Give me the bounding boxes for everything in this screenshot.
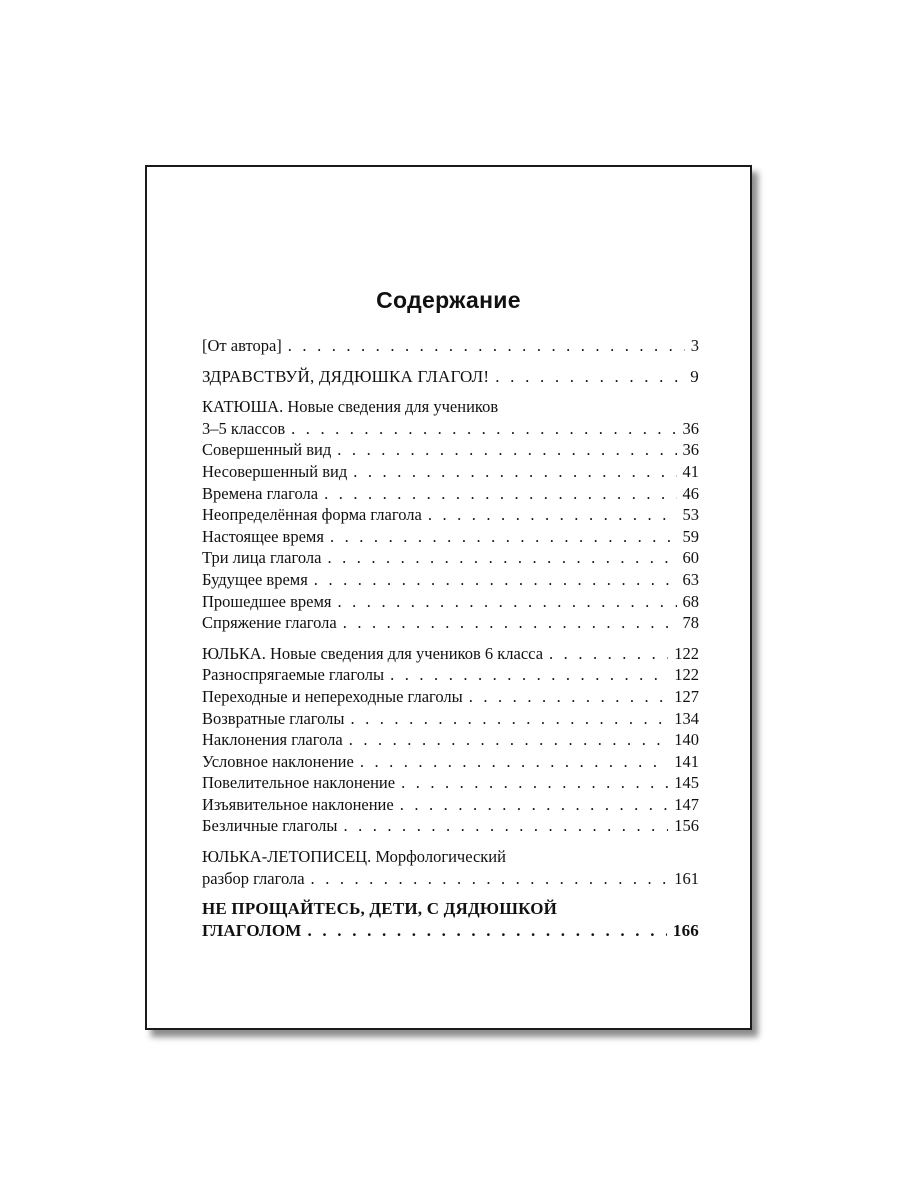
toc-entry	[202, 504, 699, 526]
toc-entry-page: 41	[682, 461, 699, 481]
leader-dots	[324, 483, 676, 505]
toc-entry-page: 53	[682, 505, 699, 525]
toc-entry-label: 3–5 классов	[202, 418, 286, 438]
toc-entry-page: 166	[672, 920, 699, 940]
leader-dots	[549, 643, 668, 665]
toc-entry	[202, 612, 699, 634]
toc-entry-section	[202, 898, 699, 920]
toc-entry-page: 3	[690, 336, 699, 355]
toc-entry-label: Несовершенный вид	[202, 461, 348, 481]
toc-entry-page: 122	[674, 643, 699, 663]
toc-entry-label: ЗДРАВСТВУЙ, ДЯДЮШКА ГЛАГОЛ!	[202, 366, 490, 386]
toc-entry-label: Разноспрягаемые глаголы	[202, 665, 385, 685]
leader-dots	[401, 772, 668, 794]
toc-entry-page: 9	[690, 366, 699, 386]
leader-dots	[469, 686, 669, 708]
toc-entry-page: 147	[674, 794, 699, 814]
toc-entry	[202, 686, 699, 708]
toc-entry	[202, 868, 699, 890]
leader-dots	[291, 418, 676, 440]
toc-entry-label: ЮЛЬКА-ЛЕТОПИСЕЦ. Морфологический	[202, 847, 506, 867]
toc-entry-label: Времена глагола	[202, 483, 319, 503]
toc-entry-label: НЕ ПРОЩАЙТЕСЬ, ДЕТИ, С ДЯДЮШКОЙ	[202, 899, 558, 919]
toc-entry-page: 141	[674, 751, 699, 771]
toc-entry	[202, 772, 699, 794]
toc-entry-label: Совершенный вид	[202, 440, 332, 460]
toc-entry-page: 59	[682, 526, 699, 546]
leader-dots	[360, 751, 668, 773]
toc-entry-label: Три лица глагола	[202, 548, 322, 568]
leader-dots	[338, 591, 677, 613]
toc-entry-page: 127	[674, 686, 699, 706]
toc-entry-foreword	[202, 335, 699, 357]
toc-entry-label: Будущее время	[202, 569, 308, 589]
toc-entry	[202, 483, 699, 505]
toc-entry-section	[202, 396, 699, 418]
toc-entry-label: Безличные глаголы	[202, 816, 338, 836]
leader-dots	[337, 439, 676, 461]
toc-entry-page: 134	[674, 708, 699, 728]
toc-entry	[202, 708, 699, 730]
leader-dots	[350, 708, 668, 730]
toc-entry-label: Условное наклонение	[202, 751, 354, 771]
toc-entry-page: 156	[674, 816, 699, 836]
toc-entry	[202, 729, 699, 751]
leader-dots	[349, 729, 669, 751]
toc-entry	[202, 815, 699, 837]
leader-dots	[314, 569, 677, 591]
toc-entry	[202, 418, 699, 440]
leader-dots	[495, 366, 684, 388]
leader-dots	[343, 815, 668, 837]
leader-dots	[390, 664, 668, 686]
leader-dots	[327, 547, 676, 569]
toc-entry-label: ГЛАГОЛОМ	[202, 920, 302, 940]
toc-entry	[202, 794, 699, 816]
toc-entry-label: Возвратные глаголы	[202, 708, 345, 728]
toc-entry-label: Переходные и непереходные глаголы	[202, 686, 463, 706]
toc-entry-label: Изъявительное наклонение	[202, 794, 394, 814]
toc-entry	[202, 751, 699, 773]
leader-dots	[400, 794, 669, 816]
toc-entry-page: 78	[682, 613, 699, 633]
page-title: Содержание	[376, 287, 521, 313]
leader-dots	[353, 461, 676, 483]
toc-entry-section	[202, 643, 699, 665]
leader-dots	[308, 920, 667, 942]
toc-entry-page: 36	[682, 418, 699, 438]
book-page	[145, 165, 752, 1030]
table-of-contents	[202, 335, 699, 941]
toc-entry-section	[202, 846, 699, 868]
toc-entry-label: КАТЮША. Новые сведения для учеников	[202, 397, 499, 417]
leader-dots	[330, 526, 677, 548]
toc-entry-label: [От автора]	[202, 336, 282, 355]
toc-entry-page: 145	[674, 773, 699, 793]
leader-dots	[311, 868, 669, 890]
toc-entry	[202, 591, 699, 613]
toc-entry-label: Спряжение глагола	[202, 613, 337, 633]
toc-entry	[202, 569, 699, 591]
toc-entry	[202, 461, 699, 483]
leader-dots	[343, 612, 677, 634]
toc-entry-page: 46	[682, 483, 699, 503]
toc-entry-section	[202, 366, 699, 388]
toc-entry-page: 60	[682, 548, 699, 568]
toc-entry	[202, 439, 699, 461]
toc-entry-label: Наклонения глагола	[202, 730, 343, 750]
toc-entry-label: Настоящее время	[202, 526, 324, 546]
toc-entry-page: 63	[682, 569, 699, 589]
toc-entry-label: разбор глагола	[202, 868, 305, 888]
toc-entry-label: Неопределённая форма глагола	[202, 505, 422, 525]
leader-dots	[428, 504, 677, 526]
toc-entry-label: Прошедшее время	[202, 591, 332, 611]
toc-entry-page: 140	[674, 730, 699, 750]
toc-entry-page: 36	[682, 440, 699, 460]
toc-entry-page: 122	[674, 665, 699, 685]
toc-entry-page: 161	[674, 868, 699, 888]
toc-entry-label: ЮЛЬКА. Новые сведения для учеников 6 класса	[202, 643, 544, 663]
toc-entry	[202, 526, 699, 548]
toc-entry-page: 68	[682, 591, 699, 611]
toc-entry	[202, 664, 699, 686]
toc-entry-label: Повелительное наклонение	[202, 773, 396, 793]
leader-dots	[288, 335, 685, 357]
toc-entry	[202, 920, 699, 942]
toc-entry	[202, 547, 699, 569]
